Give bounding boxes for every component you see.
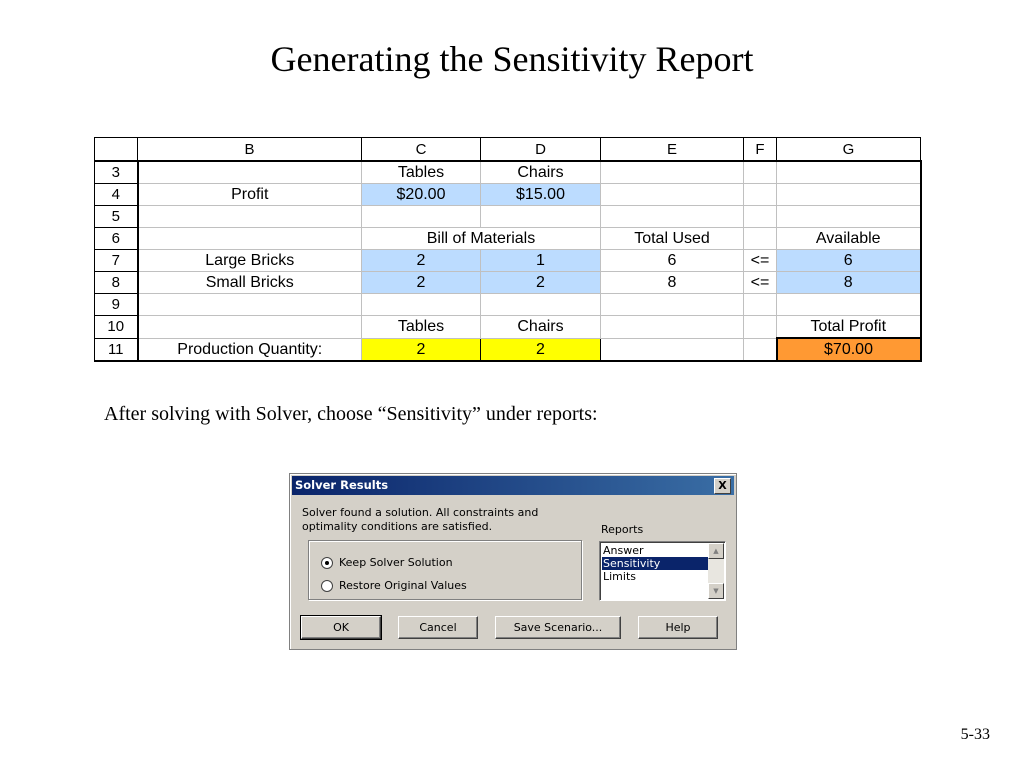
row-header[interactable]: 7 bbox=[95, 250, 138, 272]
row-header[interactable]: 5 bbox=[95, 206, 138, 228]
cell-g7[interactable]: 6 bbox=[777, 250, 921, 272]
row-header[interactable]: 8 bbox=[95, 272, 138, 294]
page-number: 5-33 bbox=[960, 726, 990, 743]
slide-title: Generating the Sensitivity Report bbox=[270, 39, 754, 79]
solver-message: Solver found a solution. All constraints and optimality conditions are satisfied. bbox=[302, 506, 539, 533]
restore-values-option[interactable] bbox=[321, 579, 467, 592]
cell-d11[interactable]: 2 bbox=[481, 338, 601, 361]
solver-results-dialog bbox=[289, 473, 737, 650]
cell-b3[interactable] bbox=[138, 161, 362, 184]
cell-c8[interactable]: 2 bbox=[362, 272, 481, 294]
scroll-up-icon[interactable]: ▲ bbox=[708, 543, 724, 559]
cell-g10[interactable]: Total Profit bbox=[777, 316, 921, 339]
cell-b10[interactable] bbox=[138, 316, 362, 339]
cell-d5[interactable] bbox=[481, 206, 601, 228]
cell-g8[interactable]: 8 bbox=[777, 272, 921, 294]
cell-c11[interactable]: 2 bbox=[362, 338, 481, 361]
restore-values-label: Restore Original Values bbox=[339, 579, 467, 592]
report-answer[interactable]: Answer bbox=[603, 544, 644, 557]
reports-scrollbar[interactable] bbox=[708, 543, 724, 599]
row-5 bbox=[95, 206, 921, 228]
cell-f10[interactable] bbox=[744, 316, 777, 339]
help-button[interactable]: Help bbox=[638, 616, 718, 639]
cell-f5[interactable] bbox=[744, 206, 777, 228]
row-7 bbox=[95, 250, 921, 272]
col-header-g[interactable]: G bbox=[777, 138, 921, 162]
cell-d7[interactable]: 1 bbox=[481, 250, 601, 272]
cell-e11[interactable] bbox=[601, 338, 744, 361]
col-header-e[interactable]: E bbox=[601, 138, 744, 162]
cell-e5[interactable] bbox=[601, 206, 744, 228]
radio-selected-icon[interactable] bbox=[321, 557, 333, 569]
col-header-c[interactable]: C bbox=[362, 138, 481, 162]
save-scenario-button[interactable]: Save Scenario... bbox=[495, 616, 621, 639]
cell-b6[interactable] bbox=[138, 228, 362, 250]
cell-e4[interactable] bbox=[601, 184, 744, 206]
col-header-b[interactable]: B bbox=[138, 138, 362, 162]
cancel-button[interactable]: Cancel bbox=[398, 616, 478, 639]
row-header[interactable]: 6 bbox=[95, 228, 138, 250]
cell-c3[interactable]: Tables bbox=[362, 161, 481, 184]
cell-c6-d6[interactable]: Bill of Materials bbox=[362, 228, 601, 250]
cell-e3[interactable] bbox=[601, 161, 744, 184]
close-icon[interactable]: X bbox=[714, 478, 731, 494]
col-header-f[interactable]: F bbox=[744, 138, 777, 162]
cell-g6[interactable]: Available bbox=[777, 228, 921, 250]
cell-f7[interactable]: <= bbox=[744, 250, 777, 272]
cell-d3[interactable]: Chairs bbox=[481, 161, 601, 184]
row-10 bbox=[95, 316, 921, 339]
cell-f3[interactable] bbox=[744, 161, 777, 184]
cell-g11[interactable]: $70.00 bbox=[777, 338, 921, 361]
cell-b5[interactable] bbox=[138, 206, 362, 228]
cell-e7[interactable]: 6 bbox=[601, 250, 744, 272]
row-6 bbox=[95, 228, 921, 250]
reports-listbox[interactable] bbox=[599, 541, 726, 601]
keep-solution-option[interactable] bbox=[321, 556, 453, 569]
row-header[interactable]: 4 bbox=[95, 184, 138, 206]
keep-solution-label: Keep Solver Solution bbox=[339, 556, 453, 569]
cell-g4[interactable] bbox=[777, 184, 921, 206]
spreadsheet bbox=[94, 137, 922, 362]
cell-d10[interactable]: Chairs bbox=[481, 316, 601, 339]
cell-f6[interactable] bbox=[744, 228, 777, 250]
row-9 bbox=[95, 294, 921, 316]
cell-f9[interactable] bbox=[744, 294, 777, 316]
row-4 bbox=[95, 184, 921, 206]
cell-g9[interactable] bbox=[777, 294, 921, 316]
row-header[interactable]: 3 bbox=[95, 161, 138, 184]
report-sensitivity[interactable]: Sensitivity bbox=[602, 557, 709, 570]
cell-c5[interactable] bbox=[362, 206, 481, 228]
scroll-down-icon[interactable]: ▼ bbox=[708, 583, 724, 599]
cell-e10[interactable] bbox=[601, 316, 744, 339]
cell-b9[interactable] bbox=[138, 294, 362, 316]
row-8 bbox=[95, 272, 921, 294]
corner-cell[interactable] bbox=[95, 138, 138, 162]
solution-options-group bbox=[308, 540, 582, 600]
row-header[interactable]: 10 bbox=[95, 316, 138, 339]
cell-c7[interactable]: 2 bbox=[362, 250, 481, 272]
row-3 bbox=[95, 161, 921, 184]
cell-d9[interactable] bbox=[481, 294, 601, 316]
dialog-title: Solver Results bbox=[295, 478, 389, 492]
cell-g3[interactable] bbox=[777, 161, 921, 184]
cell-d8[interactable]: 2 bbox=[481, 272, 601, 294]
cell-c4[interactable]: $20.00 bbox=[362, 184, 481, 206]
cell-b8[interactable]: Small Bricks bbox=[138, 272, 362, 294]
cell-b4[interactable]: Profit bbox=[138, 184, 362, 206]
instruction-caption: After solving with Solver, choose “Sensitivity” under reports: bbox=[104, 403, 598, 425]
cell-d4[interactable]: $15.00 bbox=[481, 184, 601, 206]
cell-e6[interactable]: Total Used bbox=[601, 228, 744, 250]
reports-label: Reports bbox=[601, 523, 644, 536]
col-header-d[interactable]: D bbox=[481, 138, 601, 162]
row-header[interactable]: 9 bbox=[95, 294, 138, 316]
cell-g5[interactable] bbox=[777, 206, 921, 228]
cell-f4[interactable] bbox=[744, 184, 777, 206]
cell-f8[interactable]: <= bbox=[744, 272, 777, 294]
dialog-titlebar[interactable] bbox=[292, 476, 734, 495]
cell-b11[interactable]: Production Quantity: bbox=[138, 338, 362, 361]
row-header[interactable]: 11 bbox=[95, 338, 138, 361]
cell-c10[interactable]: Tables bbox=[362, 316, 481, 339]
report-limits[interactable]: Limits bbox=[603, 570, 636, 583]
ok-button[interactable]: OK bbox=[301, 616, 381, 639]
cell-e8[interactable]: 8 bbox=[601, 272, 744, 294]
row-11 bbox=[95, 338, 921, 361]
cell-e9[interactable] bbox=[601, 294, 744, 316]
radio-unselected-icon[interactable] bbox=[321, 580, 333, 592]
cell-f11[interactable] bbox=[744, 338, 777, 361]
cell-c9[interactable] bbox=[362, 294, 481, 316]
cell-b7[interactable]: Large Bricks bbox=[138, 250, 362, 272]
